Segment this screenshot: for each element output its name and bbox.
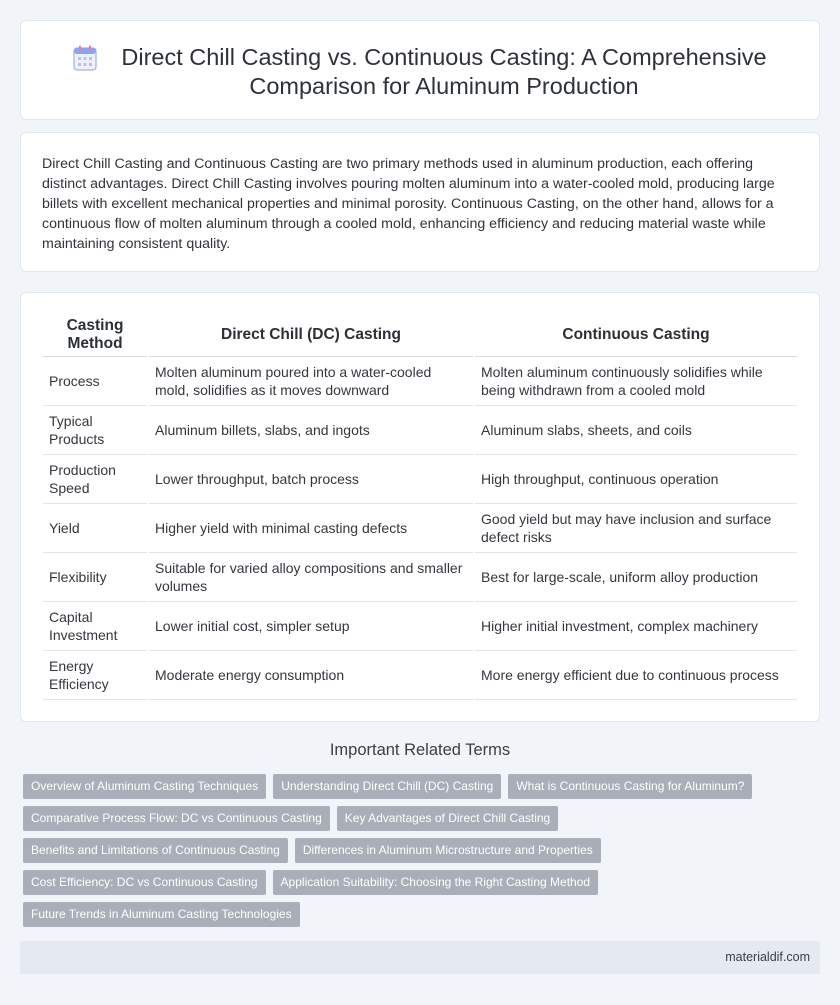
related-term-link[interactable]: Key Advantages of Direct Chill Casting [337,806,558,831]
related-term-link[interactable]: Cost Efficiency: DC vs Continuous Casting [23,870,266,895]
related-term-link[interactable]: Overview of Aluminum Casting Techniques [23,774,266,799]
dc-casting-cell: Aluminum billets, slabs, and ingots [149,406,473,455]
row-label: Yield [43,504,147,553]
table-header-cell: Direct Chill (DC) Casting [149,313,473,357]
table-row [43,651,797,700]
table-header-cell: Casting Method [43,313,147,357]
related-terms-title: Important Related Terms [329,741,511,759]
continuous-casting-cell: Molten aluminum continuously solidifies while being withdrawn from a cooled mold [475,357,797,406]
comparison-table [41,313,799,700]
related-term-link[interactable]: Understanding Direct Chill (DC) Casting [273,774,501,799]
dc-casting-cell: Molten aluminum poured into a water-cooled mold, solidifies as it moves downward [149,357,473,406]
tag-row [23,838,813,864]
dc-casting-cell: Lower initial cost, simpler setup [149,602,473,651]
tag-row [23,870,813,896]
dc-casting-cell: Suitable for varied alloy compositions and smaller volumes [149,553,473,602]
related-term-link[interactable]: Differences in Aluminum Microstructure and Properties [295,838,601,863]
related-term-link[interactable]: Future Trends in Aluminum Casting Technologies [23,902,300,927]
table-row [43,455,797,504]
footer-site-link[interactable]: materialdif.com [725,950,810,964]
table-row [43,553,797,602]
row-label: Capital Investment [43,602,147,651]
tag-row [23,902,813,928]
tag-row [23,774,813,800]
table-header-row [43,313,797,357]
footer [20,941,820,974]
row-label: Energy Efficiency [43,651,147,700]
dc-casting-cell: Higher yield with minimal casting defects [149,504,473,553]
row-label: Process [43,357,147,406]
row-label: Production Speed [43,455,147,504]
tag-row [23,806,813,832]
related-term-link[interactable]: Benefits and Limitations of Continuous Casting [23,838,288,863]
related-term-link[interactable]: What is Continuous Casting for Aluminum? [508,774,752,799]
header-card [20,20,820,120]
continuous-casting-cell: More energy efficient due to continuous process [475,651,797,700]
continuous-casting-cell: Higher initial investment, complex machinery [475,602,797,651]
continuous-casting-cell: High throughput, continuous operation [475,455,797,504]
row-label: Flexibility [43,553,147,602]
comparison-table-card [20,292,820,722]
continuous-casting-cell: Best for large-scale, uniform alloy production [475,553,797,602]
dc-casting-cell: Moderate energy consumption [149,651,473,700]
table-row [43,602,797,651]
continuous-casting-cell: Good yield but may have inclusion and surface defect risks [475,504,797,553]
table-row [43,406,797,455]
table-header-cell: Continuous Casting [475,313,797,357]
table-row [43,357,797,406]
continuous-casting-cell: Aluminum slabs, sheets, and coils [475,406,797,455]
dc-casting-cell: Lower throughput, batch process [149,455,473,504]
related-term-link[interactable]: Comparative Process Flow: DC vs Continuous Casting [23,806,330,831]
related-terms-tags [23,774,813,934]
related-term-link[interactable]: Application Suitability: Choosing the Right Casting Method [273,870,599,895]
intro-card [20,132,820,272]
page-title: Direct Chill Casting vs. Continuous Casting: A Comprehensive Comparison for Aluminum Production [121,44,767,99]
table-row [43,504,797,553]
row-label: Typical Products [43,406,147,455]
intro-paragraph: Direct Chill Casting and Continuous Casting are two primary methods used in aluminum production, each offering distinct advantages. Direct Chill Casting involves pouring molten aluminum into a water-cooled mold, producing large billets with excellent mechanical properties and minimal porosity. Continuous Casting, on the other hand, allows for a continuous flow of molten aluminum through a cooled mold, enhancing efficiency and reducing material waste while maintaining consistent quality. [42,156,775,252]
